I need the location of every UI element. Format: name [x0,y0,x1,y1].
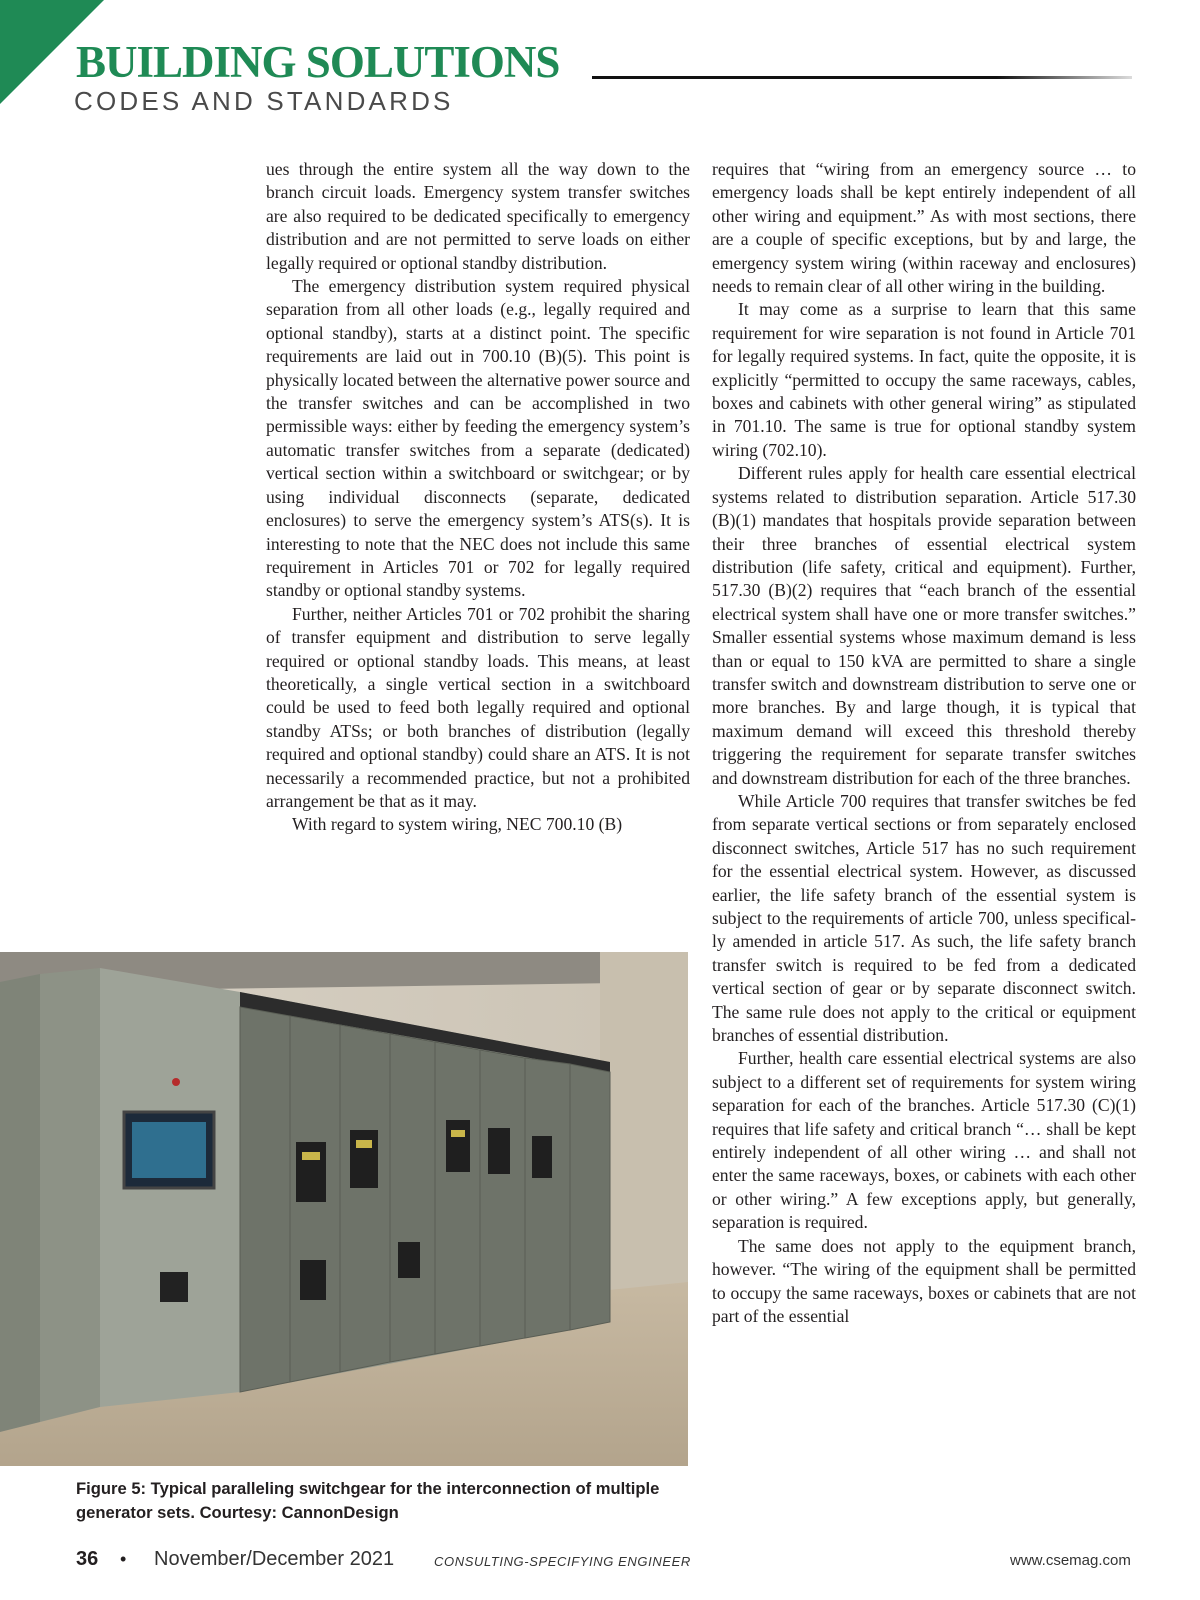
paragraph: It may come as a surprise to learn that this same requirement for wire separation is not found in Article 701 for legally required systems. In fact, quite the opposite, it is explicitly “permitted to occupy the same raceways, cables, boxes and cabinets with other general wiring” as stipulated in 701.10. The same is true for optional standby system wiring (702.10). [712,299,1136,460]
left-text-column [266,158,690,837]
issue-date: November/December 2021 [154,1548,395,1570]
paragraph: Further, health care essential electrical systems are also subject to a different set of requirements for system wiring separation for each of the branches. Article 517.30 (C)(1) requires that life safety and critical branch “… shall be kept entirely independent of all other wiring … and shall not enter the same raceways, boxes, or cabinets with each other or other wiring.” A few exceptions apply, but generally, separation is required. [712,1048,1136,1233]
page-number: 36 [76,1548,99,1570]
title-rule [592,76,1132,79]
right-text-column [712,158,1136,1328]
switchgear-photo [0,952,688,1466]
footer-bullet: • [120,1549,127,1569]
paragraph: requires that “wiring from an emergency source … to emergency loads shall be kept entirely independent of all other wiring and equipment.” As with most sections, there are a couple of specific exceptions, but by and large, the emergency system wiring (within raceway and enclosures) needs to remain clear of all other wiring in the building. [712,159,1136,297]
paragraph: Further, neither Articles 701 or 702 prohibit the sharing of transfer equipment and distribution to serve legally required or optional standby loads. This means, at least theoretically, a single vertical section in a switchboard could be used to feed both legally required and optional standby ATSs; or both branches of distribution (legally required and optional standby) could share an ATS. It is not necessarily a recommended practice, but not a prohibited arrangement be that as it may. [266,603,690,811]
paragraph: The emergency distribution system required physical separation from all other loads (e.g., legally required and optional standby), starts at a distinct point. The specific requirements are laid out in 700.10 (B)(5). This point is physically located between the alternative power source and the transfer switches and can be accomplished in two permissible ways: either by feeding the emergency system’s automatic transfer switches from a separate (dedicated) vertical section within a switchboard or switchgear; or by using individual disconnects (separate, dedicated enclosures) to serve the emergency system’s ATS(s). It is interesting to note that the NEC does not include this same requirement in Articles 701 or 702 for legally required standby or optional standby systems. [266,276,690,601]
figure-caption: Figure 5: Typical paralleling switchgear for the interconnection of multiple generator sets. Courtesy: CannonDesign [76,1479,660,1522]
paragraph: Different rules apply for health care essential electrical systems related to distribution separation. Article 517.30 (B)(1) mandates that hospitals provide separation between their three branches of essential electrical system distribution (life safety, critical and equipment). Further, 517.30 (B)(2) requires that “each branch of the essential electrical system shall have one or more transfer switches.” Smaller essential systems whose maximum demand is less than or equal to 150 kVA are permitted to share a single transfer switch and downstream distribution to serve one or more branches. By and large though, it is typical that maximum demand will exceed this threshold thereby triggering the requirement for separate transfer switches and downstream distribution for each of the three branches. [712,463,1136,788]
paragraph: ues through the entire system all the way down to the branch circuit loads. Emergency system transfer switches are also required to be dedicated specifically to emergency distribution and are not permitted to serve loads on either legally required or optional standby distribution. [266,159,690,273]
section-title: BUILDING SOLUTIONS [76,37,560,87]
paragraph: With regard to system wiring, NEC 700.10 (B) [292,814,623,835]
website-url: www.csemag.com [1010,1552,1131,1569]
magazine-name: CONSULTING-SPECIFYING ENGINEER [434,1554,691,1569]
paragraph: While Article 700 requires that transfer switches be fed from separate vertical sections or from separately enclosed disconnect switches, Article 517 has no such requirement for the essential electrical system. However, as discussed earlier, the life safety branch of the essential system is subject to the requirements of article 700, unless specifically amended in article 517. As such, the life safety branch transfer switch is required to be fed from a dedicated vertical section of gear or by separate disconnect switch. The same rule does not apply to the critical or equipment branches of essential distribution. [712,790,1136,1046]
paragraph: The same does not apply to the equipment branch, however. “The wiring of the equipment shall be permitted to occupy the same raceways, boxes or cabinets that are not part of the essential [712,1235,1136,1326]
section-subtitle: CODES AND STANDARDS [74,86,454,116]
